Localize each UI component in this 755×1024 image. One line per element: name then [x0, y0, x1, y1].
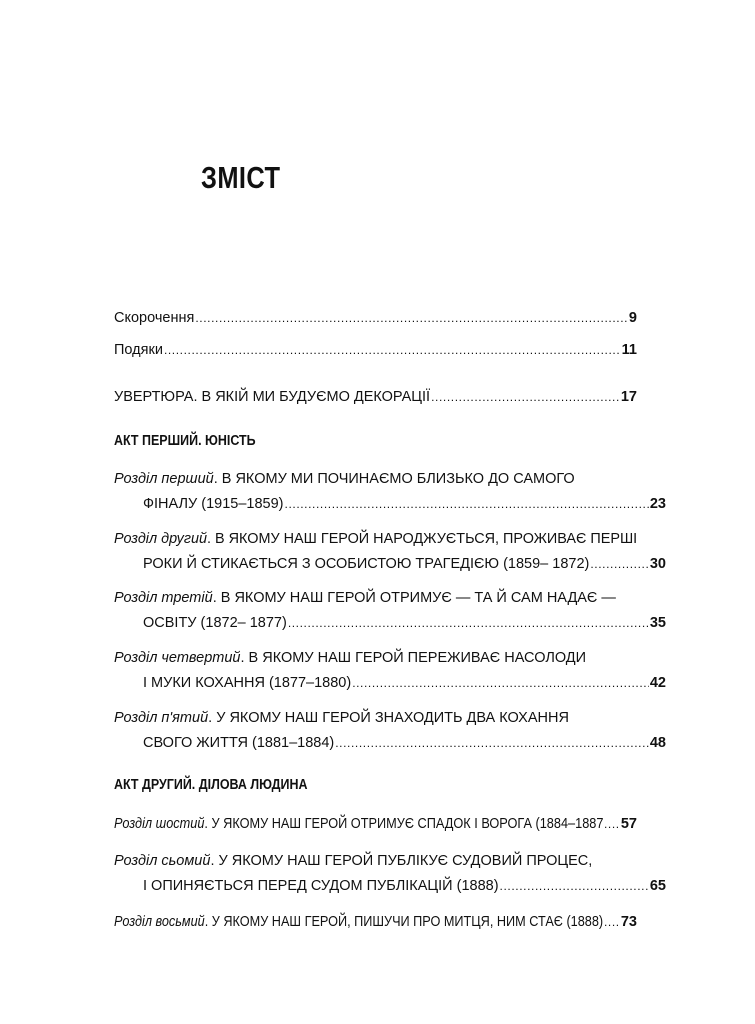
toc-entry-chapter-2[interactable]	[114, 529, 666, 574]
toc-entry-text: УВЕРТЮРА. В ЯКІЙ МИ БУДУЄМО ДЕКОРАЦІЇ	[114, 389, 431, 405]
dot-leader	[604, 814, 620, 834]
chapter-title-line-1: . У ЯКОМУ НАШ ГЕРОЙ ПУБЛІКУЄ СУДОВИЙ ПРОЦЕС,	[210, 853, 593, 869]
chapter-title-line-1: . В ЯКОМУ МИ ПОЧИНАЄМО БЛИЗЬКО ДО САМОГО	[213, 471, 575, 487]
chapter-title-line-2: І МУКИ КОХАННЯ (1877–1880)	[143, 675, 352, 691]
toc-entry-chapter-7[interactable]	[114, 851, 666, 896]
toc-page-number: 9	[628, 310, 637, 326]
toc-entry-chapter-3[interactable]	[114, 588, 666, 633]
dot-leader	[431, 387, 620, 407]
chapter-label: Розділ перший	[114, 471, 214, 487]
chapter-label: Розділ сьомий	[114, 853, 211, 869]
toc-entry-chapter-1[interactable]	[114, 469, 666, 514]
toc-page-number: 42	[649, 675, 666, 691]
chapter-label: Розділ шостий	[114, 816, 205, 832]
dot-leader	[164, 340, 621, 360]
dot-leader	[352, 673, 649, 693]
chapter-title-line-2: ОСВІТУ (1872– 1877)	[143, 615, 287, 631]
toc-entry-text: Скорочення	[114, 310, 195, 326]
toc-entry-overture[interactable]	[114, 387, 637, 407]
toc-page-number: 11	[621, 342, 637, 358]
chapter-title-line-1: . В ЯКОМУ НАШ ГЕРОЙ ОТРИМУЄ — ТА Й САМ НАДАЄ —	[212, 590, 616, 606]
chapter-title-line-2: І ОПИНЯЄТЬСЯ ПЕРЕД СУДОМ ПУБЛІКАЦІЙ (1888)	[143, 878, 499, 894]
chapter-title-line-1: . У ЯКОМУ НАШ ГЕРОЙ ЗНАХОДИТЬ ДВА КОХАННЯ	[208, 710, 569, 726]
toc-page-number: 73	[620, 914, 637, 930]
toc-page-number: 30	[649, 556, 666, 572]
chapter-title: . У ЯКОМУ НАШ ГЕРОЙ, ПИШУЧИ ПРО МИТЦЯ, НИМ СТАЄ (1888)	[204, 914, 604, 930]
chapter-title-line-1: . В ЯКОМУ НАШ ГЕРОЙ НАРОДЖУЄТЬСЯ, ПРОЖИВАЄ ПЕРШІ	[207, 531, 638, 547]
toc-entry-acknowledgements[interactable]	[114, 340, 637, 360]
act-two-heading: АКТ ДРУГИЙ. ДІЛОВА ЛЮДИНА	[114, 777, 308, 793]
toc-entry-chapter-5[interactable]	[114, 708, 666, 753]
toc-page-number: 65	[649, 878, 666, 894]
chapter-label: Розділ другий	[114, 531, 208, 547]
toc-entry-chapter-8[interactable]	[114, 912, 637, 932]
chapter-title-line-2: ФІНАЛУ (1915–1859)	[143, 496, 284, 512]
chapter-title-line-2: СВОГО ЖИТТЯ (1881–1884)	[143, 735, 335, 751]
dot-leader	[590, 554, 648, 574]
dot-leader	[604, 912, 620, 932]
chapter-label: Розділ третій	[114, 590, 213, 606]
dot-leader	[500, 876, 649, 896]
page-title: ЗМІСТ	[201, 160, 281, 195]
dot-leader	[285, 494, 649, 514]
chapter-title-line-1: . В ЯКОМУ НАШ ГЕРОЙ ПЕРЕЖИВАЄ НАСОЛОДИ	[240, 650, 587, 666]
toc-page-number: 48	[649, 735, 666, 751]
toc-entry-chapter-4[interactable]	[114, 648, 666, 693]
dot-leader	[288, 613, 649, 633]
dot-leader	[195, 308, 628, 328]
toc-page-number: 17	[620, 389, 637, 405]
chapter-label: Розділ п'ятий	[114, 710, 209, 726]
dot-leader	[335, 733, 649, 753]
chapter-label: Розділ четвертий	[114, 650, 241, 666]
toc-page-number: 57	[620, 816, 637, 832]
toc-entry-chapter-6[interactable]	[114, 814, 637, 834]
toc-page-number: 23	[649, 496, 666, 512]
chapter-title-line-2: РОКИ Й СТИКАЄТЬСЯ З ОСОБИСТОЮ ТРАГЕДІЄЮ (1859– 1872)	[143, 556, 590, 572]
toc-page-number: 35	[649, 615, 666, 631]
toc-entry-text: Подяки	[114, 342, 163, 358]
chapter-title: . У ЯКОМУ НАШ ГЕРОЙ ОТРИМУЄ СПАДОК І ВОРОГА (1884–1887	[204, 816, 604, 832]
chapter-label: Розділ восьмий	[114, 914, 205, 930]
act-one-heading: АКТ ПЕРШИЙ. ЮНІСТЬ	[114, 433, 256, 449]
toc-entry-abbreviations[interactable]	[114, 308, 637, 328]
